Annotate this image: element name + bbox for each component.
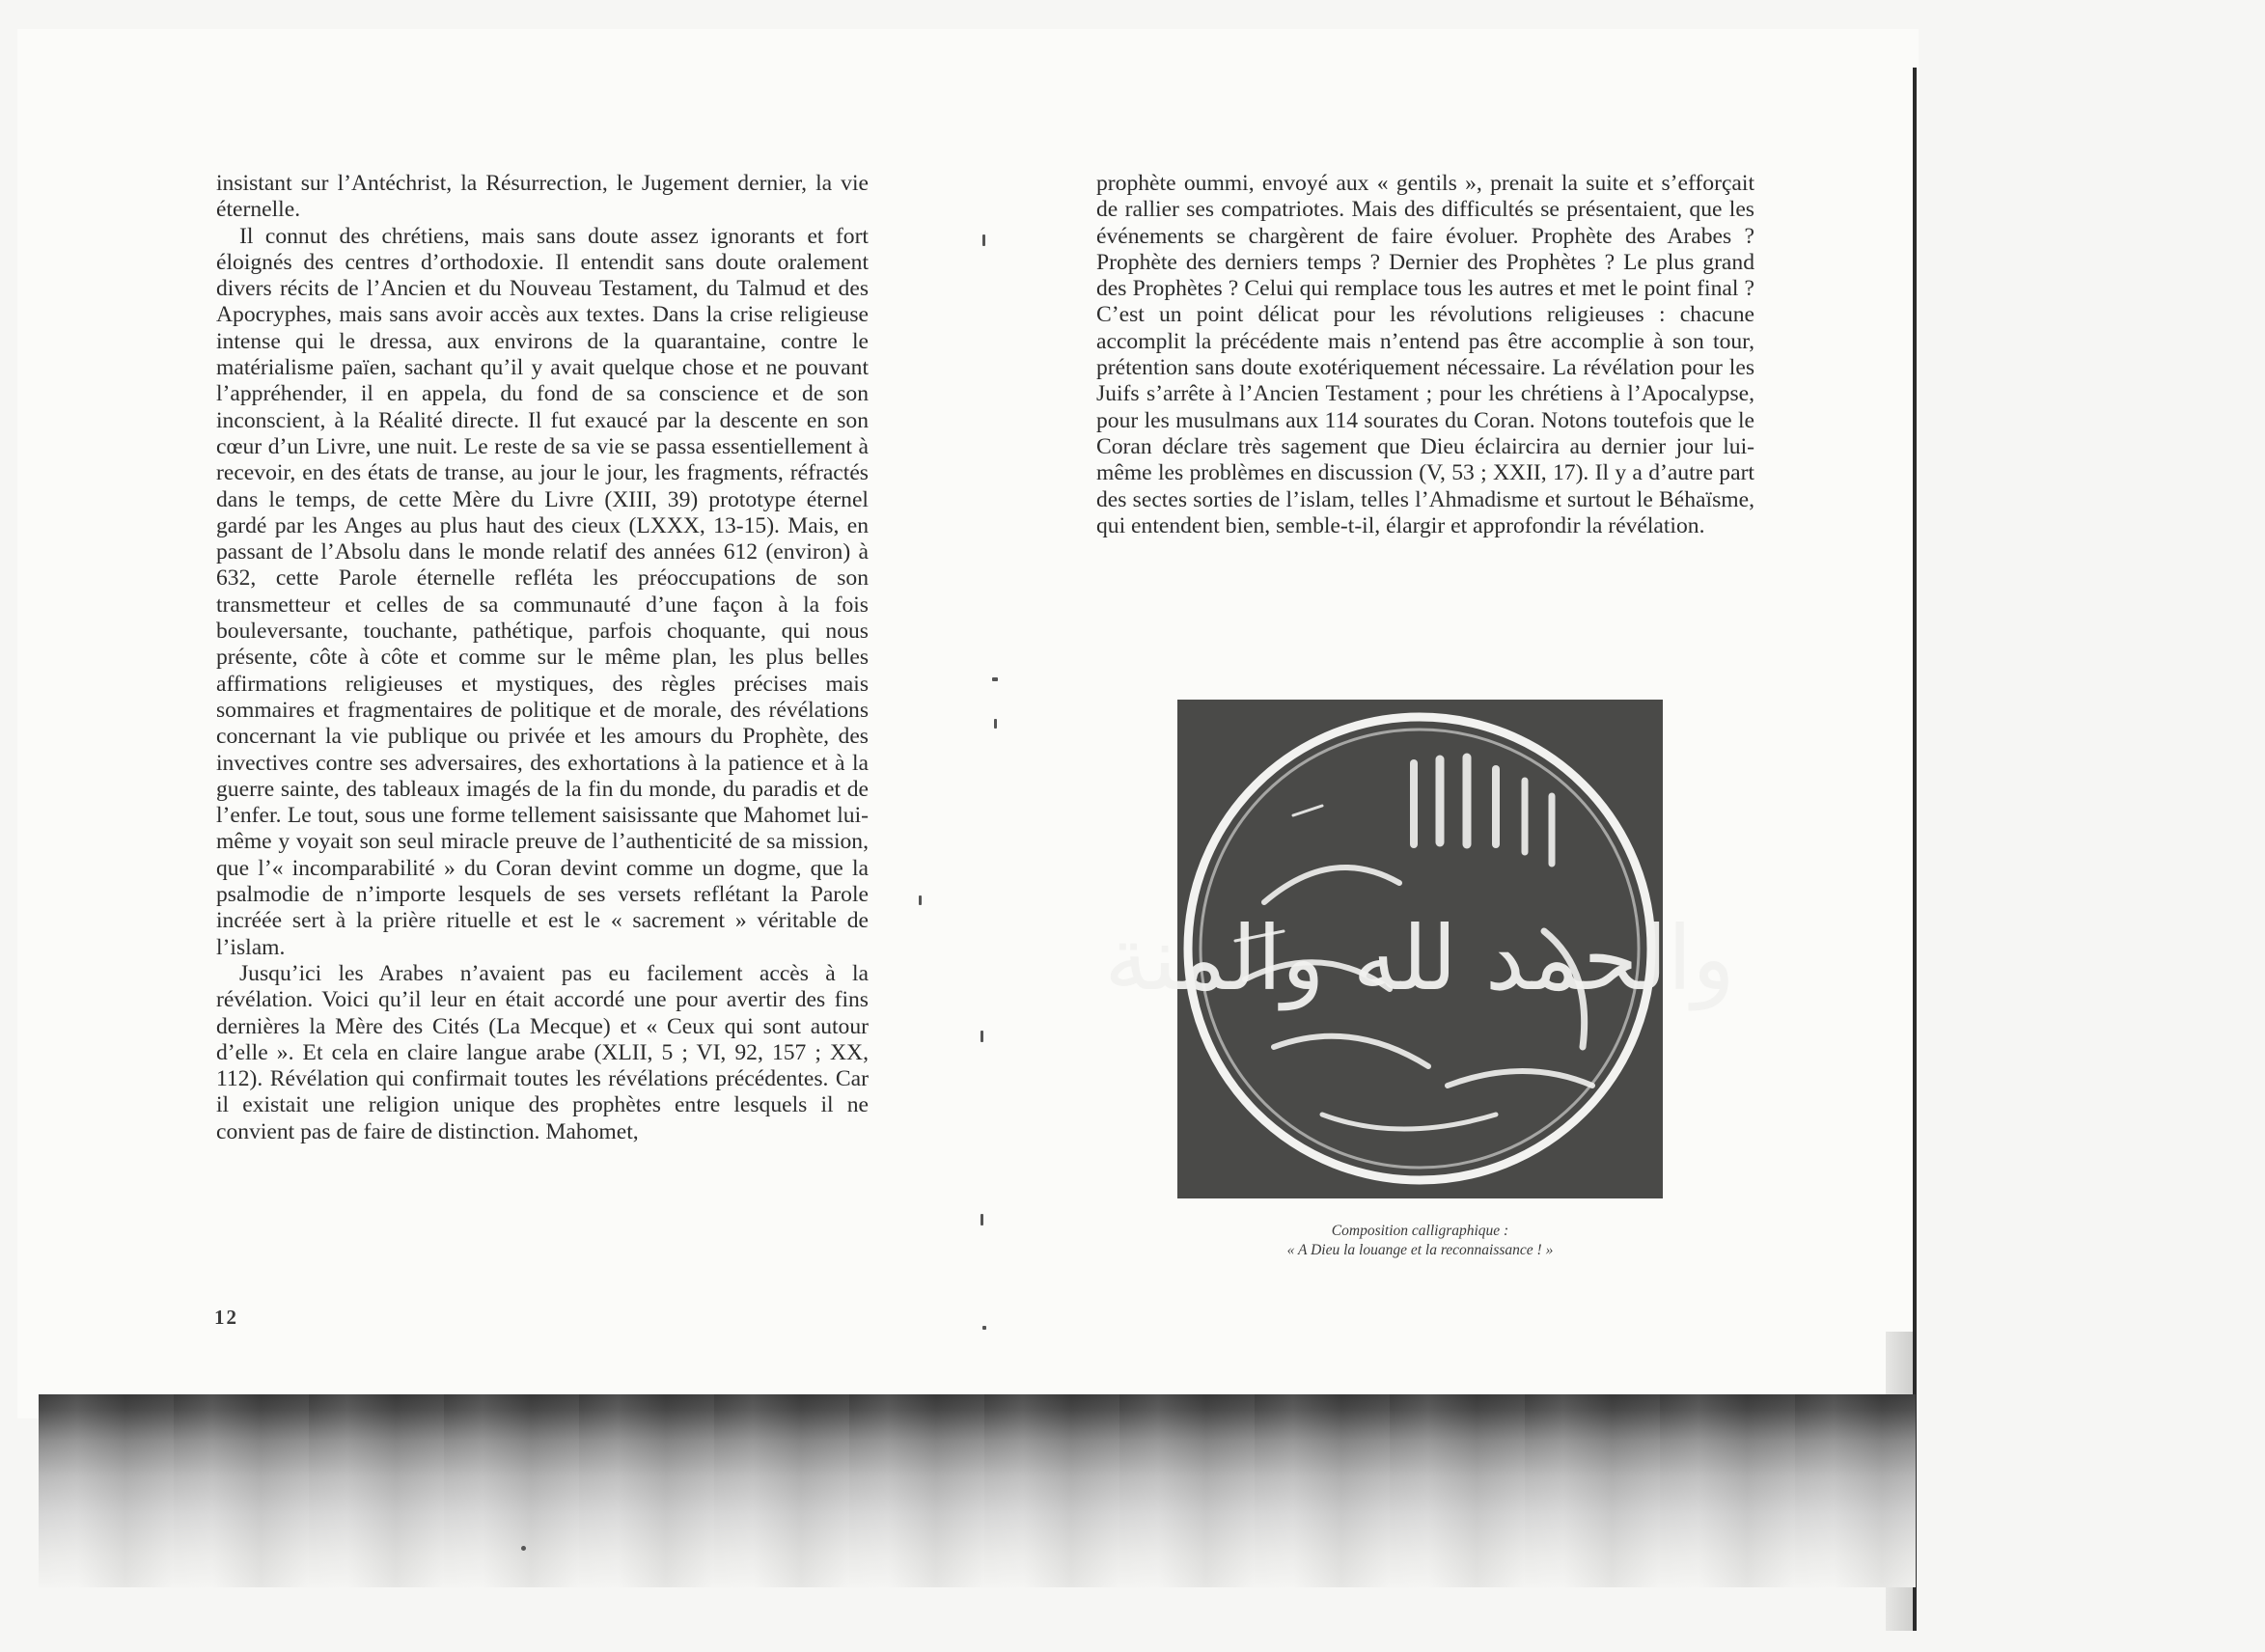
margin-speck (981, 1214, 983, 1225)
right-paragraph-1: prophète oummi, envoyé aux « gentils », prenait la suite et s’efforçait de rallier ses compatriotes. Mais des difficultés se présentaient, que les événements se chargèrent de faire évoluer. Prophète des Arabes ? Prophète des derniers temps ? Dernier des Prophètes ? Le plus grand des Prophètes ? Celui qui remplace tous les autres et met le point final ? C’est un point délicat pour les révolutions religieuses : chacune accomplit la précédente mais n’entend pas être accomplie à son tour, prétention sans doute exotériquement nécessaire. La révélation pour les Juifs s’arrête à l’Ancien Testament ; pour les chrétiens à l’Apocalypse, pour les musulmans aux 114 sourates du Coran. Notons toutefois que le Coran déclare très sagement que Dieu éclaircira au dernier jour lui-même les problèmes en discussion (V, 53 ; XXII, 17). Il y a d’autre part des sectes sorties de l’islam, telles l’Ahmadisme et surtout le Béhaïsme, qui entendent bien, semble-t-il, élargir et approfondir la révélation. (1096, 171, 1754, 538)
binding-shadow (39, 1394, 1916, 1587)
calligraphy-figure (1104, 700, 1735, 1198)
margin-speck (982, 1326, 986, 1330)
figure-caption (1177, 1222, 1663, 1260)
left-paragraph-2: Il connut des chrétiens, mais sans doute assez ignorants et fort éloignés des centres d’orthodoxie. Il entendit sans doute oralement divers récits de l’Ancien et du Nouveau Testament, du Talmud et des Apocryphes, mais sans avoir accès aux textes. Dans la crise religieuse intense qui le dressa, aux environs de la quarantaine, contre le matérialisme païen, sachant qu’il y avait quelque chose et ne pouvant l’appréhender, il en appela, du fond de sa conscience et de son inconscient, à la Réalité directe. Il fut exaucé par la descente en son cœur d’un Livre, une nuit. Le reste de sa vie se passa essentiellement à recevoir, en des états de transe, au jour le jour, les fragments, réfractés dans le temps, de cette Mère du Livre (XIII, 39) prototype éternel gardé par les Anges au plus haut des cieux (LXXX, 13-15). Mais, en passant de l’Absolu dans le monde relatif des années 612 (environ) à 632, cette Parole éternelle refléta les préoccupations de son transmetteur et celles de sa communauté d’une façon à la fois bouleversante, touchante, pathétique, parfois choquante, qui nous présente, côte à côte et comme sur le même plan, les plus belles affirmations religieuses et mystiques, des règles précises mais sommaires et fragmentaires de politique et de morale, des révélations concernant la vie publique ou privée et les amours du Prophète, des invectives contre ses adversaires, des exhortations à la patience et à la guerre sainte, des tableaux imagés de la fin du monde, du paradis et de l’enfer. Le tout, sous une forme tellement saisissante que Mahomet lui-même y voyait son seul miracle preuve de l’authenticité de sa mission, que l’« incomparabilité » du Coran devint comme un dogme, que la psalmodie de n’importe lesquels de ses versets reflétant la Parole incréée sert à la prière rituelle et est le « sacrement » véritable de l’islam. (216, 223, 869, 960)
calligraphy-text: والحمد لله والمنة (1104, 907, 1735, 1010)
right-page-column (1096, 171, 1754, 539)
margin-speck (992, 677, 998, 681)
figure-caption-line-2: « A Dieu la louange et la reconnaissance ! » (1286, 1242, 1554, 1258)
figure-caption-line-1: Composition calligraphique : (1331, 1223, 1509, 1239)
left-paragraph-1: insistant sur l’Antéchrist, la Résurrection, le Jugement dernier, la vie éternelle. (216, 171, 869, 223)
margin-speck (981, 1031, 983, 1042)
left-paragraph-3: Jusqu’ici les Arabes n’avaient pas eu facilement accès à la révélation. Voici qu’il leur en était accordé une pour avertir des fins dernières la Mère des Cités (La Mecque) et « Ceux qui sont autour d’elle ». Et cela en claire langue arabe (XLII, 5 ; VI, 92, 157 ; XX, 112). Révélation qui confirmait toutes les révélations précédentes. Car il existait une religion unique des prophètes entre lesquels il ne convient pas de faire de distinction. Mahomet, (216, 960, 869, 1144)
margin-speck (982, 234, 985, 246)
left-page-column (216, 171, 869, 1145)
margin-speck (919, 895, 922, 905)
margin-speck (521, 1546, 526, 1551)
page-number: 12 (214, 1306, 238, 1329)
margin-speck (994, 719, 997, 729)
calligraphy-roundel (1104, 700, 1735, 1198)
